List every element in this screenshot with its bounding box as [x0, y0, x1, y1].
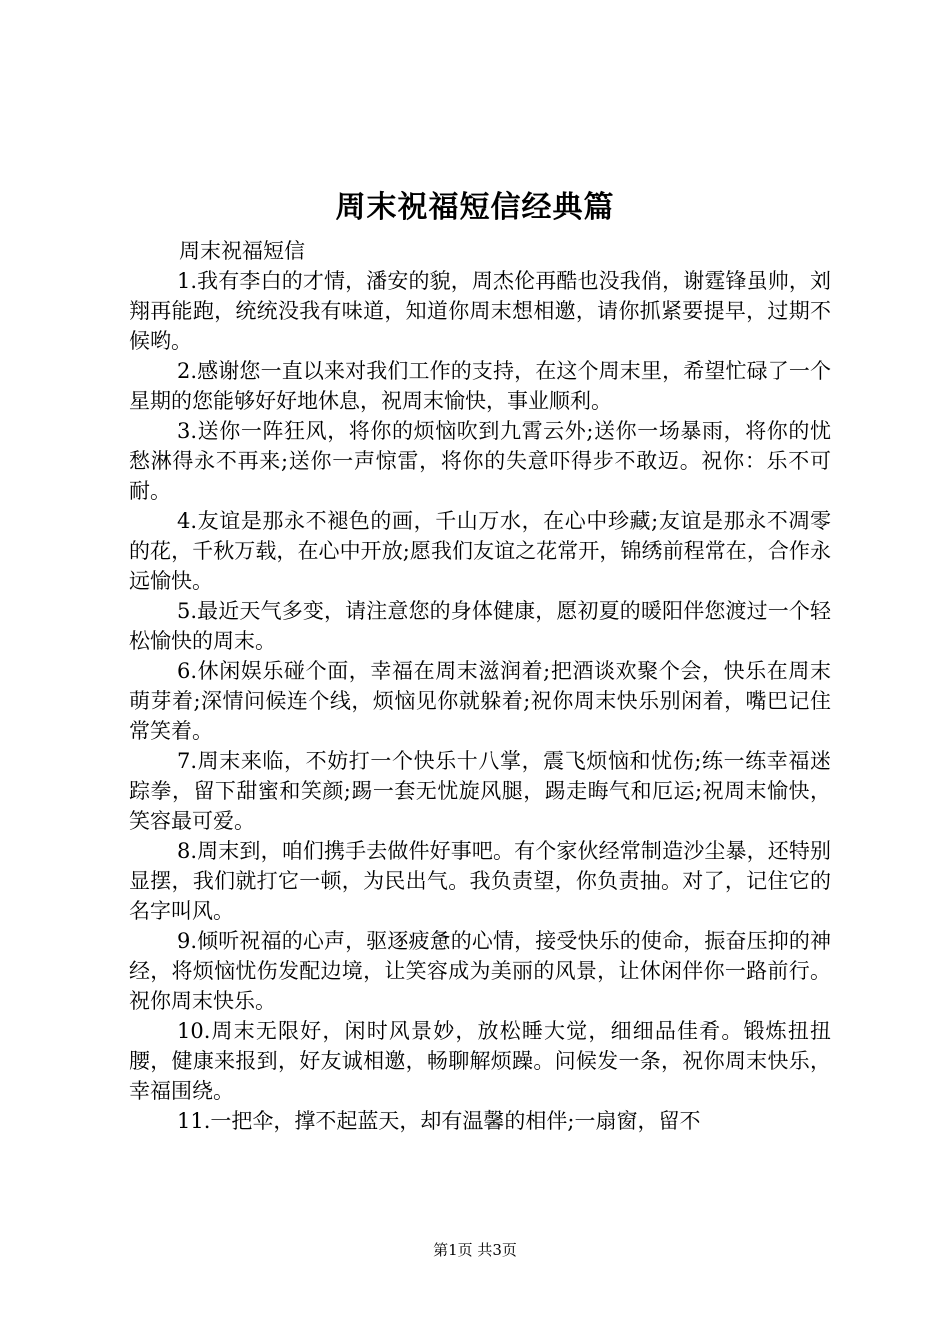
paragraph-1: 1.我有李白的才情，潘安的貌，周杰伦再酷也没我俏，谢霆锋虽帅，刘翔再能跑，统统没我有味道，知道你周末想相邀，请你抓紧要提早，过期不候哟。 [129, 269, 831, 353]
paragraph-2: 2.感谢您一直以来对我们工作的支持，在这个周末里，希望忙碌了一个星期的您能够好好地休息，祝周末愉快，事业顺利。 [129, 359, 831, 413]
paragraph-7: 7.周末来临，不妨打一个快乐十八掌，震飞烦恼和忧伤;练一练幸福迷踪拳，留下甜蜜和笑颜;踢一套无忧旋风腿，踢走晦气和厄运;祝周末愉快，笑容最可爱。 [129, 749, 831, 833]
paragraph-4: 4.友谊是那永不褪色的画，千山万水，在心中珍藏;友谊是那永不凋零的花，千秋万载，在心中开放;愿我们友谊之花常开，锦绣前程常在，合作永远愉快。 [129, 509, 831, 593]
paragraph-8: 8.周末到，咱们携手去做件好事吧。有个家伙经常制造沙尘暴，还特别显摆，我们就打它一顿，为民出气。我负责望，你负责抽。对了，记住它的名字叫风。 [129, 839, 831, 923]
document-title: 周末祝福短信经典篇 [335, 190, 615, 225]
paragraph-9: 9.倾听祝福的心声，驱逐疲惫的心情，接受快乐的使命，振奋压抑的神经，将烦恼忧伤发配边境，让笑容成为美丽的风景，让休闲伴你一路前行。祝你周末快乐。 [129, 929, 831, 1013]
paragraph-11: 11.一把伞，撑不起蓝天，却有温馨的相伴;一扇窗，留不 [177, 1109, 701, 1133]
document-body [129, 236, 831, 1136]
paragraph-10: 10.周末无限好，闲时风景妙，放松睡大觉，细细品佳肴。锻炼扭扭腰，健康来报到，好友诚相邀，畅聊解烦躁。问候发一条，祝你周末快乐，幸福围绕。 [129, 1019, 831, 1103]
paragraph-6: 6.休闲娱乐碰个面，幸福在周末滋润着;把酒谈欢聚个会，快乐在周末萌芽着;深情问候连个线，烦恼见你就躲着;祝你周末快乐别闲着，嘴巴记住常笑着。 [129, 659, 831, 743]
paragraph-5: 5.最近天气多变，请注意您的身体健康，愿初夏的暖阳伴您渡过一个轻松愉快的周末。 [129, 599, 831, 653]
document-subtitle: 周末祝福短信 [179, 239, 305, 263]
page-footer: 第1页 共3页 [433, 1241, 517, 1259]
paragraph-3: 3.送你一阵狂风，将你的烦恼吹到九霄云外;送你一场暴雨，将你的忧愁淋得永不再来;送你一声惊雷，将你的失意吓得步不敢迈。祝你：乐不可耐。 [129, 419, 831, 503]
